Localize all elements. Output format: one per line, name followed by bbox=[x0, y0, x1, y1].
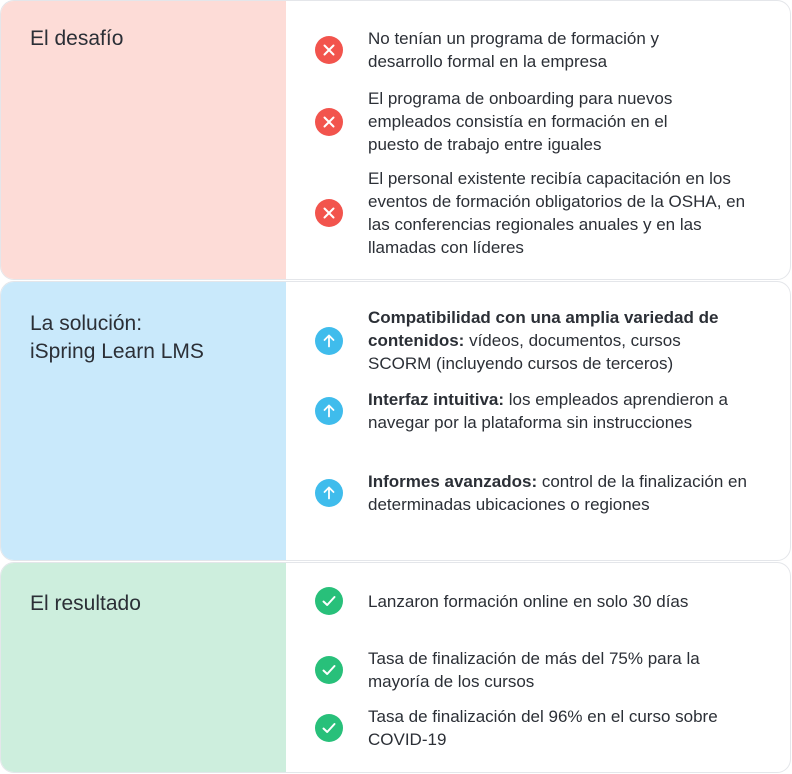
solution-item-desc: vídeos, documentos, cursos SCORM (incluyendo cursos de terceros) bbox=[368, 331, 681, 373]
challenge-item bbox=[315, 27, 770, 73]
result-item-text: Tasa de finalización de más del 75% para la mayoría de los cursos bbox=[368, 649, 700, 691]
result-list bbox=[286, 563, 790, 772]
arrow-up-icon bbox=[315, 397, 343, 425]
solution-title bbox=[30, 310, 286, 366]
checkmark-icon bbox=[315, 656, 343, 684]
result-item-text: Tasa de finalización del 96% en el curso sobre COVID-19 bbox=[368, 707, 718, 749]
challenge-list bbox=[286, 1, 790, 279]
solution-item-text bbox=[368, 306, 748, 375]
result-item bbox=[315, 647, 770, 693]
result-item bbox=[315, 587, 770, 615]
challenge-card bbox=[0, 0, 791, 280]
solution-title-line1: La solución: bbox=[30, 312, 143, 335]
solution-item bbox=[315, 306, 770, 375]
solution-item-desc: los empleados aprendieron a navegar por la plataforma sin instrucciones bbox=[368, 390, 728, 432]
challenge-item bbox=[315, 167, 770, 259]
result-title: El resultado bbox=[30, 592, 141, 615]
solution-item-text bbox=[368, 388, 753, 434]
checkmark-icon bbox=[315, 587, 343, 615]
arrow-up-icon bbox=[315, 327, 343, 355]
x-mark-icon bbox=[315, 36, 343, 64]
solution-item-text bbox=[368, 470, 748, 516]
solution-item-bold: Interfaz intuitiva: bbox=[368, 390, 505, 409]
solution-item bbox=[315, 470, 770, 516]
solution-title-line2: iSpring Learn LMS bbox=[30, 340, 204, 363]
result-card bbox=[0, 562, 791, 773]
result-panel bbox=[1, 563, 286, 772]
challenge-item bbox=[315, 87, 770, 156]
solution-item-desc: control de la finalización en determinadas ubicaciones o regiones bbox=[368, 472, 747, 514]
challenge-title: El desafío bbox=[30, 27, 124, 50]
solution-item bbox=[315, 388, 770, 434]
challenge-item-text: No tenían un programa de formación y desarrollo formal en la empresa bbox=[368, 29, 660, 71]
arrow-up-icon bbox=[315, 479, 343, 507]
checkmark-icon bbox=[315, 714, 343, 742]
solution-item-bold: Informes avanzados: bbox=[368, 472, 538, 491]
solution-item-bold: Compatibilidad con una amplia variedad de contenidos: bbox=[368, 308, 719, 350]
challenge-item-text: El personal existente recibía capacitación en los eventos de formación obligatorios de la OSHA, en las conferencias regionales anuales y en las llamadas con líderes bbox=[368, 169, 746, 257]
solution-card bbox=[0, 281, 791, 561]
x-mark-icon bbox=[315, 108, 343, 136]
challenge-item-text: El programa de onboarding para nuevos empleados consistía en formación en el puesto de trabajo entre iguales bbox=[368, 89, 673, 154]
solution-list bbox=[286, 282, 790, 560]
challenge-panel bbox=[1, 1, 286, 279]
x-mark-icon bbox=[315, 199, 343, 227]
result-item-text: Lanzaron formación online en solo 30 días bbox=[368, 591, 689, 611]
solution-panel bbox=[1, 282, 286, 560]
result-item bbox=[315, 705, 770, 751]
